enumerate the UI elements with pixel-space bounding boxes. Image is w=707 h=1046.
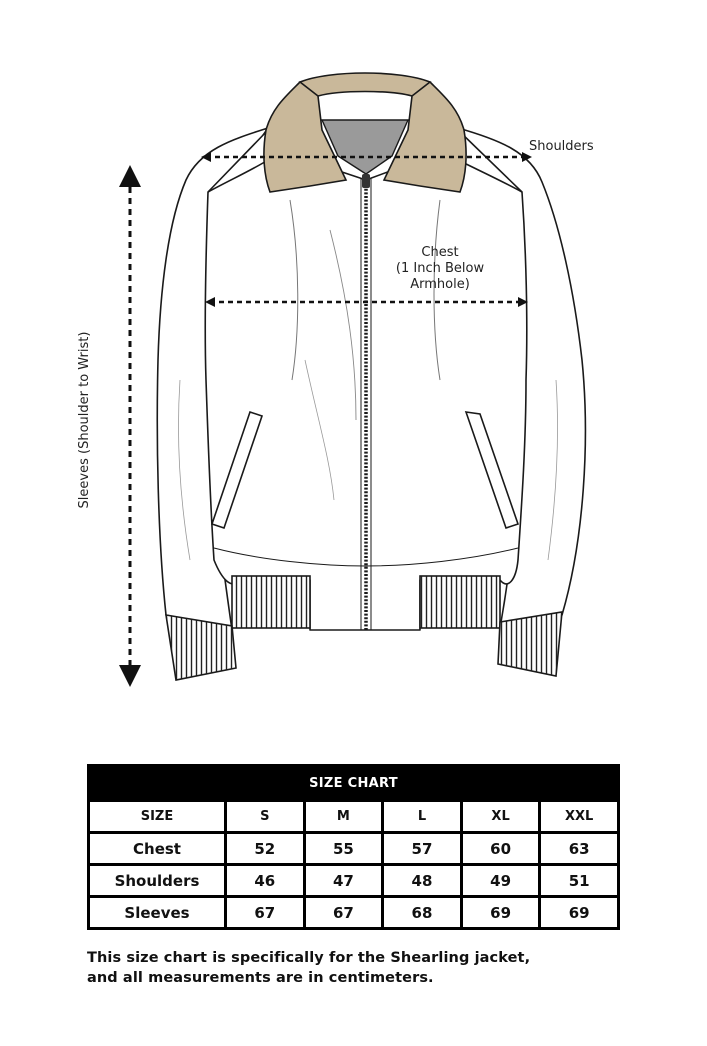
size-chart-title: SIZE CHART [89, 766, 619, 801]
row-label: Sleeves [89, 897, 226, 929]
table-cell: 46 [226, 865, 305, 897]
table-cell: 67 [304, 897, 383, 929]
table-cell: 67 [226, 897, 305, 929]
table-row [89, 897, 619, 929]
table-cell: 48 [383, 865, 462, 897]
table-row [89, 833, 619, 865]
table-cell: 68 [383, 897, 462, 929]
chest-label-line-2: (1 Inch Below [395, 261, 485, 276]
table-cell: 52 [226, 833, 305, 865]
row-label: Shoulders [89, 865, 226, 897]
table-cell: 63 [540, 833, 619, 865]
table-cell: 47 [304, 865, 383, 897]
zipper-pull [362, 174, 370, 188]
header-cell: L [383, 801, 462, 833]
note-line-1: This size chart is specifically for the Shearling jacket, [87, 950, 531, 966]
note-line-2: and all measurements are in centimeters. [87, 970, 434, 986]
right-cuff [498, 612, 562, 676]
shoulders-label: Shoulders [529, 139, 594, 154]
table-cell: 69 [540, 897, 619, 929]
header-cell: SIZE [89, 801, 226, 833]
waistband-right [420, 576, 500, 628]
chest-label [384, 245, 496, 293]
table-cell: 55 [304, 833, 383, 865]
header-cell: S [226, 801, 305, 833]
waistband-left [232, 576, 310, 628]
size-header-row [89, 801, 619, 833]
row-label: Chest [89, 833, 226, 865]
table-cell: 69 [461, 897, 540, 929]
table-cell: 49 [461, 865, 540, 897]
left-cuff [166, 615, 236, 680]
chest-label-line-1: Chest [421, 245, 459, 260]
table-row [89, 865, 619, 897]
header-cell: M [304, 801, 383, 833]
header-cell: XXL [540, 801, 619, 833]
size-chart-note [87, 948, 647, 988]
table-cell: 60 [461, 833, 540, 865]
size-chart-table [87, 764, 620, 930]
table-cell: 57 [383, 833, 462, 865]
header-cell: XL [461, 801, 540, 833]
chest-label-line-3: Armhole) [410, 277, 470, 292]
table-cell: 51 [540, 865, 619, 897]
size-chart-title-row [89, 766, 619, 801]
sleeves-label: Sleeves (Shoulder to Wrist) [77, 331, 92, 509]
